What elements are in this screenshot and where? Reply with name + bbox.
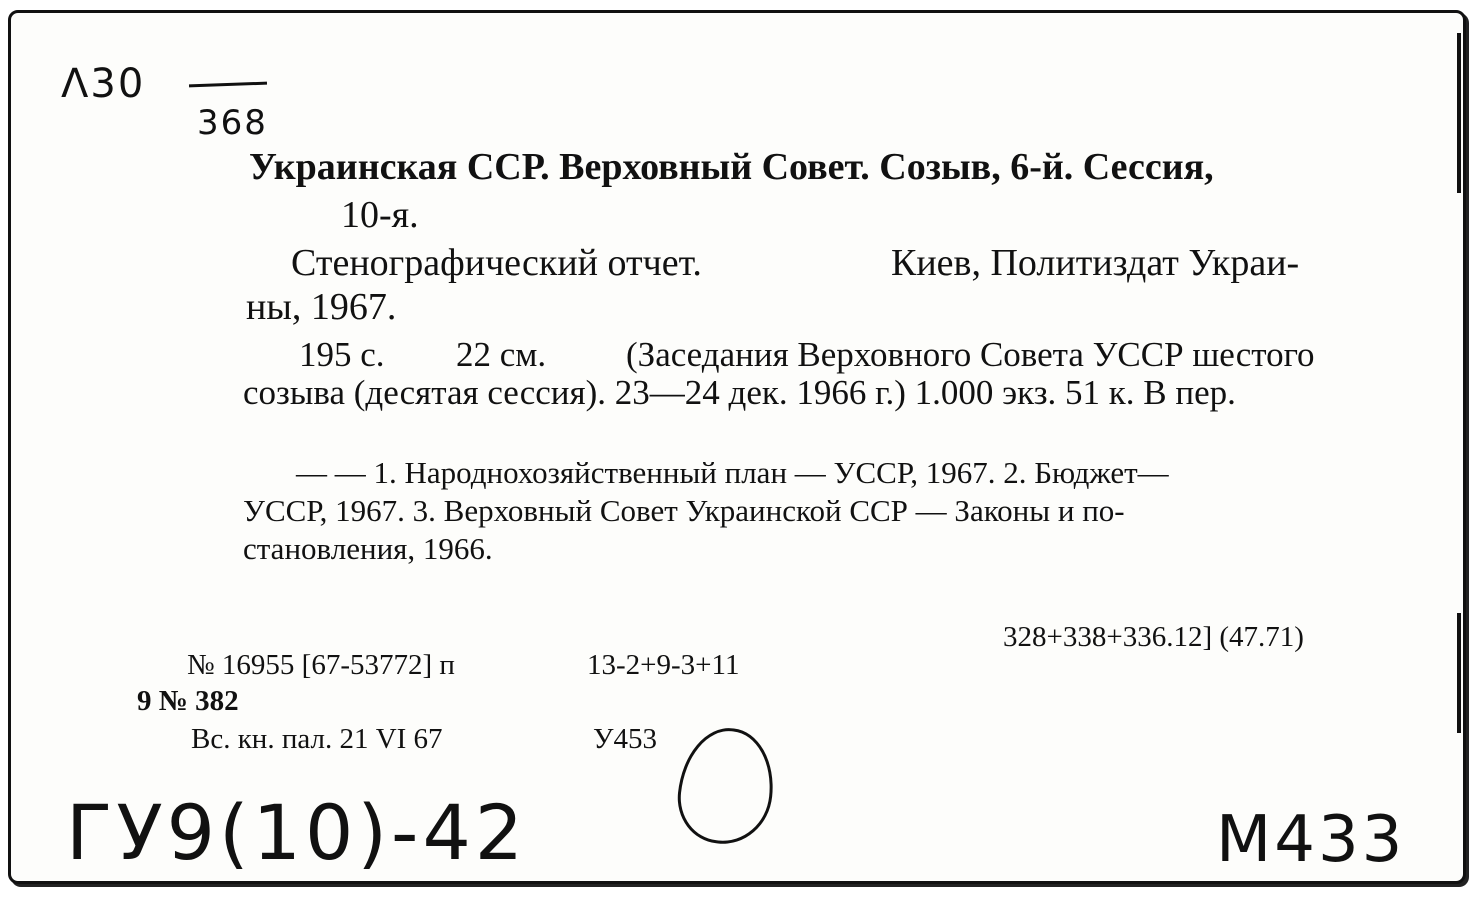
entry-title: Стенографический отчет. — [291, 242, 702, 284]
card-edge-mark — [1457, 613, 1461, 733]
subject-tracings-continued: становления, 1966. — [243, 531, 493, 566]
entry-imprint-continued: ны, 1967. — [246, 286, 397, 328]
hand-drawn-oval-mark — [673, 723, 779, 848]
entry-heading-continued: 10-я. — [341, 194, 419, 236]
subject-tracings: — — 1. Народнохозяйственный план — УССР, 1967. 2. Бюджет— — [296, 455, 1169, 490]
chamber-note: Вс. кн. пал. 21 VI 67 — [191, 723, 443, 755]
shelf-mark-numerator: Λ30 — [61, 61, 146, 107]
chamber-code: У453 — [593, 723, 658, 755]
entry-imprint: Киев, Политиздат Украи- — [891, 242, 1300, 284]
record-number: № 16955 [67-53772] п — [187, 649, 455, 681]
print-code: 13-2+9-3+11 — [587, 649, 740, 681]
classification-number: 328+338+336.12] (47.71) — [1003, 621, 1304, 653]
series-note: (Заседания Верховного Совета УССР шестого — [626, 335, 1315, 374]
series-note-continued: созыва (десятая сессия). 23—24 дек. 1966 г.) 1.000 экз. 51 к. В пер. — [243, 373, 1236, 412]
collation-pages: 195 с. — [299, 335, 385, 374]
handwritten-call-number: ГУ9(10)-42 — [66, 788, 528, 877]
catalog-card — [8, 10, 1466, 884]
shelf-mark-fraction-bar — [189, 82, 267, 88]
shelf-mark-denominator: 368 — [197, 103, 268, 143]
card-edge-mark — [1457, 33, 1461, 193]
batch-number: 9 № 382 — [137, 685, 239, 717]
subject-tracings-continued: УССР, 1967. 3. Верховный Совет Украинской ССР — Законы и по- — [243, 493, 1125, 528]
entry-heading: Украинская ССР. Верховный Совет. Созыв, 6-й. Сессия, — [249, 146, 1214, 188]
handwritten-accession-number: М433 — [1216, 803, 1406, 877]
collation-size: 22 см. — [456, 335, 547, 374]
